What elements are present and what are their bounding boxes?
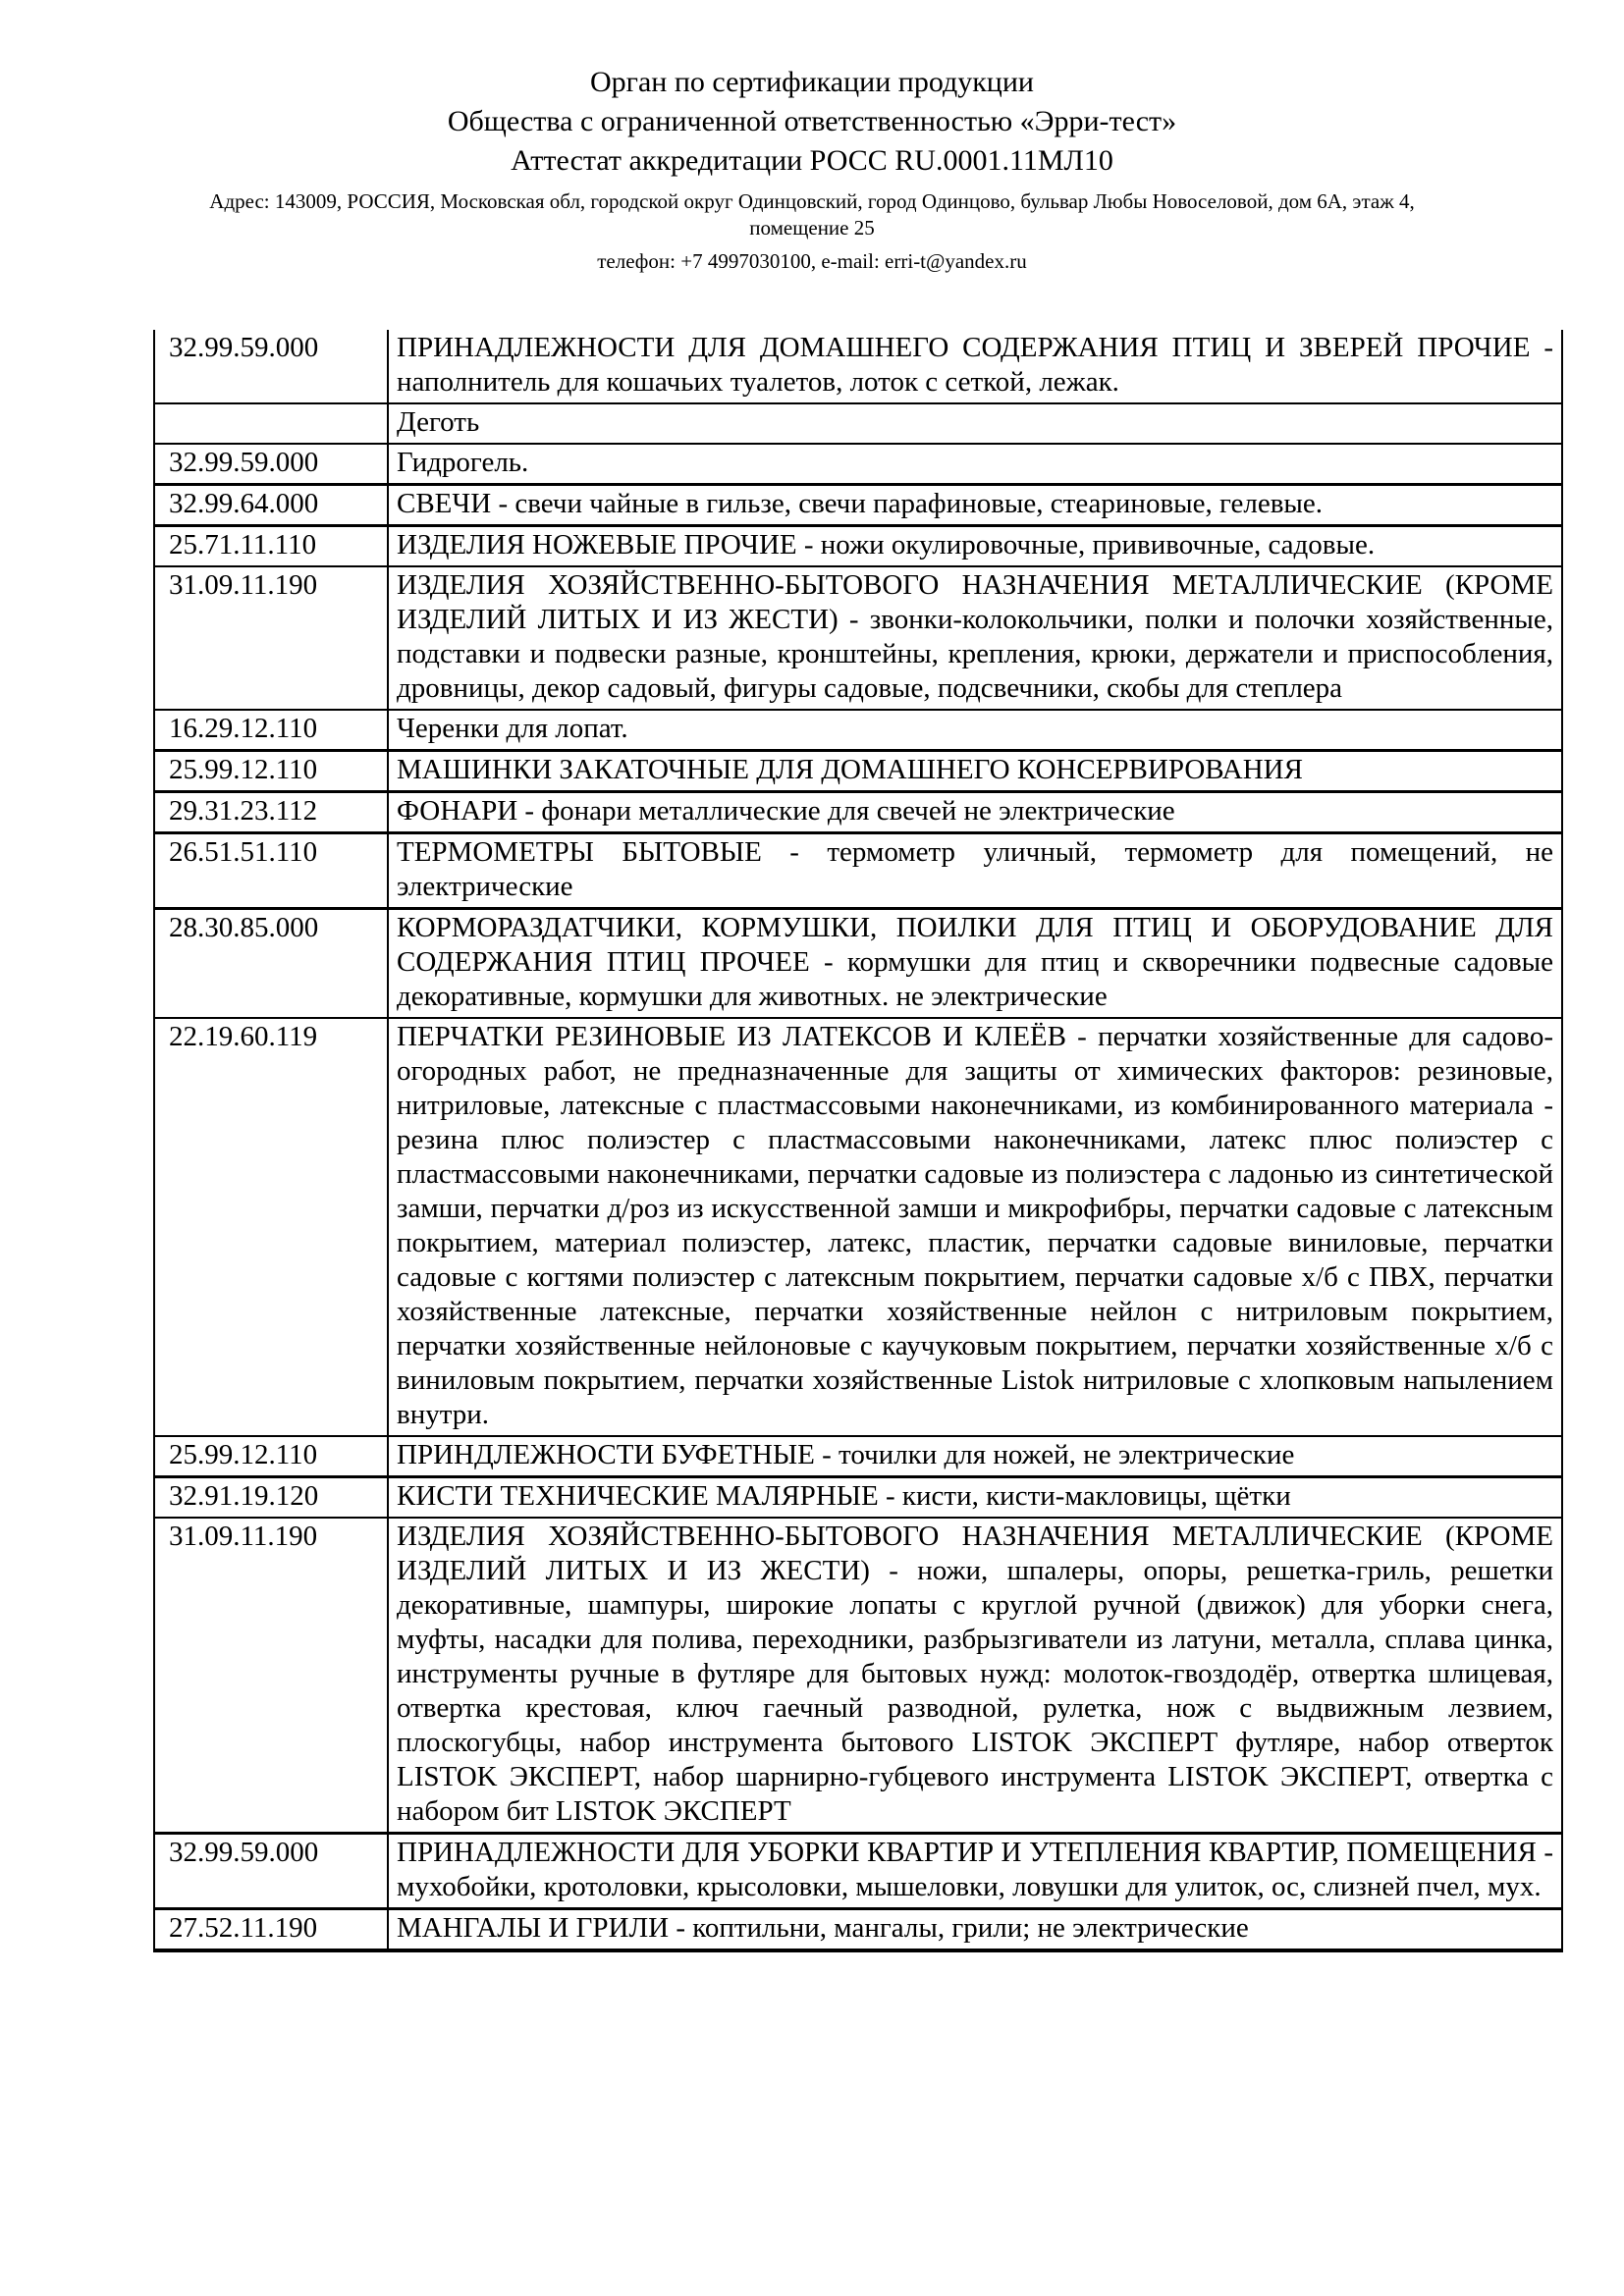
table-row (154, 1518, 1562, 1834)
document-header (0, 0, 1624, 275)
org-title-line-2: Общества с ограниченной ответственностью «Эрри-тест» (447, 105, 1177, 137)
code-cell (154, 403, 388, 444)
product-table (153, 330, 1563, 1952)
description-cell: ПРИНАДЛЕЖНОСТИ ДЛЯ ДОМАШНЕГО СОДЕРЖАНИЯ ПТИЦ И ЗВЕРЕЙ ПРОЧИЕ - наполнитель для кошачьих туалетов, лоток с сеткой, лежак. (388, 330, 1562, 403)
code-cell: 25.99.12.110 (154, 751, 388, 792)
description-cell: МАНГАЛЫ И ГРИЛИ - коптильни, мангалы, грили; не электрические (388, 1909, 1562, 1951)
description-cell: Гидрогель. (388, 444, 1562, 485)
code-cell: 32.99.59.000 (154, 1834, 388, 1909)
code-cell: 25.71.11.110 (154, 526, 388, 567)
code-cell: 32.99.59.000 (154, 444, 388, 485)
table-row (154, 751, 1562, 792)
table-row (154, 566, 1562, 710)
address-line-2: помещение 25 (749, 216, 875, 240)
table-row (154, 792, 1562, 833)
code-cell: 32.99.59.000 (154, 330, 388, 403)
table-row (154, 909, 1562, 1019)
table-row (154, 403, 1562, 444)
table-row (154, 710, 1562, 751)
table-row (154, 330, 1562, 403)
description-cell: Черенки для лопат. (388, 710, 1562, 751)
table-row (154, 444, 1562, 485)
code-cell: 16.29.12.110 (154, 710, 388, 751)
accreditation-line: Аттестат аккредитации РОСС RU.0001.11МЛ10 (511, 144, 1113, 177)
description-cell: СВЕЧИ - свечи чайные в гильзе, свечи парафиновые, стеариновые, гелевые. (388, 485, 1562, 526)
code-cell: 27.52.11.190 (154, 1909, 388, 1951)
code-cell: 25.99.12.110 (154, 1436, 388, 1477)
description-cell: ИЗДЕЛИЯ ХОЗЯЙСТВЕННО-БЫТОВОГО НАЗНАЧЕНИЯ МЕТАЛЛИЧЕСКИЕ (КРОМЕ ИЗДЕЛИЙ ЛИТЫХ И ИЗ ЖЕСТИ) - ножи, шпалеры, опоры, решетка-гриль, решетки декоративные, шампуры, широкие лопаты с круглой ручной (движок) для уборки снега, муфты, насадки для полива, переходники, разбрызгиватели из латуни, металла, сплава цинка, инструменты ручные в футляре для бытовых нужд: молоток-гвоздодёр, отвертка шлицевая, отвертка крестовая, ключ гаечный разводной, рулетка, нож с выдвижным лезвием, плоскогубцы, набор инструмента бытового LISTOK ЭКСПЕРТ футляре, набор отверток LISTOK ЭКСПЕРТ, набор шарнирно-губцевого инструмента LISTOK ЭКСПЕРТ, отвертка с набором бит LISTOK ЭКСПЕРТ (388, 1518, 1562, 1834)
table-row (154, 833, 1562, 909)
product-table-body (154, 330, 1562, 1950)
description-cell: ИЗДЕЛИЯ НОЖЕВЫЕ ПРОЧИЕ - ножи окулировочные, прививочные, садовые. (388, 526, 1562, 567)
code-cell: 28.30.85.000 (154, 909, 388, 1019)
description-cell: КИСТИ ТЕХНИЧЕСКИЕ МАЛЯРНЫЕ - кисти, кисти-макловицы, щётки (388, 1477, 1562, 1519)
code-cell: 31.09.11.190 (154, 1518, 388, 1834)
description-cell: ФОНАРИ - фонари металлические для свечей не электрические (388, 792, 1562, 833)
code-cell: 32.91.19.120 (154, 1477, 388, 1519)
description-cell: ПЕРЧАТКИ РЕЗИНОВЫЕ ИЗ ЛАТЕКСОВ И КЛЕЁВ - перчатки хозяйственные для садово-огородных работ, не предназначенные для защиты от химических факторов: резиновые, нитриловые, латексные с пластмассовыми наконечниками, из комбинированного материала - резина плюс полиэстер с пластмассовыми наконечниками, латекс плюс полиэстер с пластмассовыми наконечниками, перчатки садовые из полиэстера с ладонью из синтетической замши, перчатки д/роз из искусственной замши и микрофибры, перчатки садовые с латексным покрытием, материал полиэстер, латекс, пластик, перчатки садовые виниловые, перчатки садовые с когтями полиэстер с латексным покрытием, перчатки садовые х/б с ПВХ, перчатки хозяйственные латексные, перчатки хозяйственные нейлон с нитриловым покрытием, перчатки хозяйственные нейлоновые с каучуковым покрытием, перчатки хозяйственные х/б с виниловым покрытием, перчатки хозяйственные Listok нитриловые с хлопковым напылением внутри. (388, 1018, 1562, 1436)
table-row (154, 1018, 1562, 1436)
address-block (0, 188, 1624, 241)
table-row (154, 1477, 1562, 1519)
org-title-line-1: Орган по сертификации продукции (590, 66, 1034, 98)
description-cell: ПРИНАДЛЕЖНОСТИ ДЛЯ УБОРКИ КВАРТИР И УТЕПЛЕНИЯ КВАРТИР, ПОМЕЩЕНИЯ - мухобойки, кротоловки, крысоловки, мышеловки, ловушки для улиток, ос, слизней пчел, мух. (388, 1834, 1562, 1909)
table-row (154, 1436, 1562, 1477)
description-cell: ТЕРМОМЕТРЫ БЫТОВЫЕ - термометр уличный, термометр для помещений, не электрические (388, 833, 1562, 909)
table-row (154, 526, 1562, 567)
description-cell: Деготь (388, 403, 1562, 444)
description-cell: ПРИНДЛЕЖНОСТИ БУФЕТНЫЕ - точилки для ножей, не электрические (388, 1436, 1562, 1477)
description-cell: ИЗДЕЛИЯ ХОЗЯЙСТВЕННО-БЫТОВОГО НАЗНАЧЕНИЯ МЕТАЛЛИЧЕСКИЕ (КРОМЕ ИЗДЕЛИЙ ЛИТЫХ И ИЗ ЖЕСТИ) - звонки-колокольчики, полки и полочки хозяйственные, подставки и подвески разные, кронштейны, крепления, крюки, держатели и приспособления, дровницы, декор садовый, фигуры садовые, подсвечники, скобы для степлера (388, 566, 1562, 710)
contact-line: телефон: +7 4997030100, e-mail: erri-t@yandex.ru (597, 249, 1027, 273)
table-row (154, 485, 1562, 526)
description-cell: КОРМОРАЗДАТЧИКИ, КОРМУШКИ, ПОИЛКИ ДЛЯ ПТИЦ И ОБОРУДОВАНИЕ ДЛЯ СОДЕРЖАНИЯ ПТИЦ ПРОЧЕЕ - кормушки для птиц и скворечники подвесные садовые декоративные, кормушки для животных. не электрические (388, 909, 1562, 1019)
code-cell: 26.51.51.110 (154, 833, 388, 909)
code-cell: 31.09.11.190 (154, 566, 388, 710)
code-cell: 22.19.60.119 (154, 1018, 388, 1436)
address-line-1: Адрес: 143009, РОССИЯ, Московская обл, городской округ Одинцовский, город Одинцово, бульвар Любы Новоселовой, дом 6А, этаж 4, (209, 189, 1415, 213)
code-cell: 32.99.64.000 (154, 485, 388, 526)
table-row (154, 1834, 1562, 1909)
description-cell: МАШИНКИ ЗАКАТОЧНЫЕ ДЛЯ ДОМАШНЕГО КОНСЕРВИРОВАНИЯ (388, 751, 1562, 792)
code-cell: 29.31.23.112 (154, 792, 388, 833)
table-row (154, 1909, 1562, 1951)
